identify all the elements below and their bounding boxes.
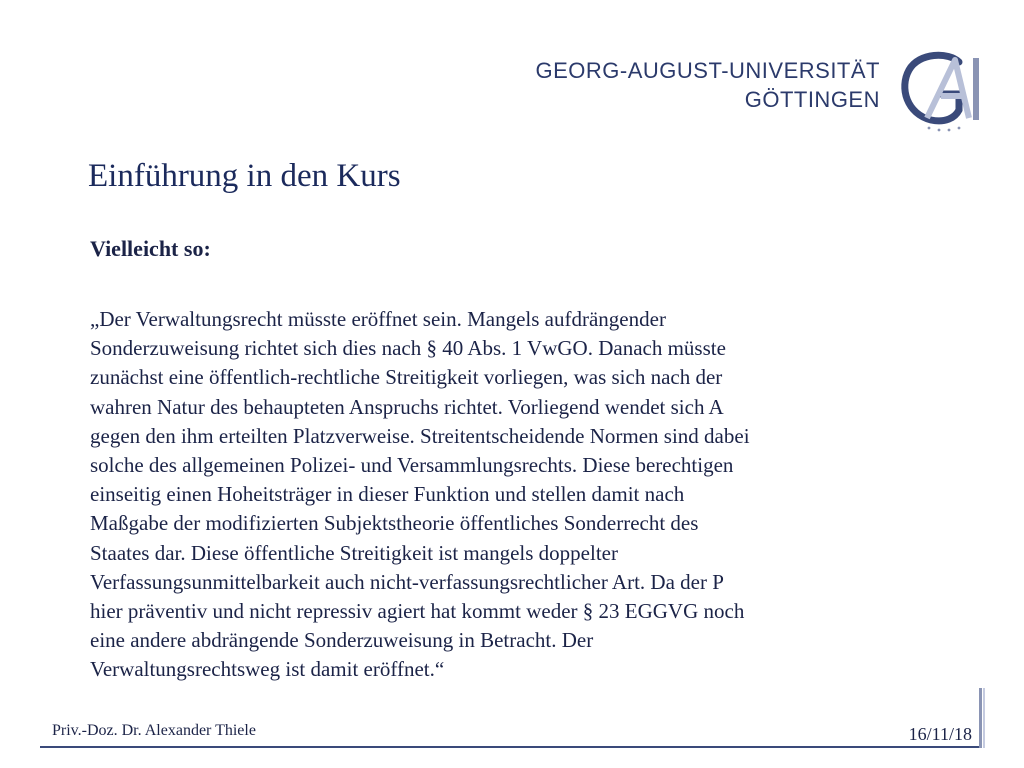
body-line: einseitig einen Hoheitsträger in dieser Funktion und stellen damit nach (90, 482, 685, 507)
university-seal-logo (897, 48, 989, 134)
body-line: solche des allgemeinen Polizei- und Versammlungsrechts. Diese berechtigen (90, 453, 734, 478)
university-name (536, 56, 880, 114)
footer-author: Priv.-Doz. Dr. Alexander Thiele (52, 722, 256, 739)
body-line: wahren Natur des behaupteten Anspruchs richtet. Vorliegend wendet sich A (90, 394, 724, 419)
footer-corner-bar-light (983, 688, 985, 748)
university-name-line2: GÖTTINGEN (744, 87, 880, 112)
body-line: zunächst eine öffentlich-rechtliche Streitigkeit vorliegen, was sich nach der (90, 365, 723, 390)
body-line: Maßgabe der modifizierten Subjektstheorie öffentliches Sonderrecht des (90, 511, 699, 536)
footer-divider (40, 746, 982, 748)
body-line: gegen den ihm erteilten Platzverweise. Streitentscheidende Normen sind dabei (90, 423, 750, 448)
body-line: Verfassungsunmittelbarkeit auch nicht-verfassungsrechtlicher Art. Da der P (90, 569, 724, 594)
university-name-line1: GEORG-AUGUST-UNIVERSITÄT (535, 58, 880, 83)
body-line: hier präventiv und nicht repressiv agiert hat kommt weder § 23 EGGVG noch (90, 599, 745, 624)
body-line: „Der Verwaltungsrecht müsste eröffnet sein. Mangels aufdrängender (90, 307, 666, 331)
body-line: Sonderzuweisung richtet sich dies nach § 40 Abs. 1 VwGO. Danach müsste (90, 336, 726, 361)
body-line: Verwaltungsrechtsweg ist damit eröffnet.“ (90, 657, 445, 682)
body-line: eine andere abdrängende Sonderzuweisung in Betracht. Der (90, 628, 594, 653)
footer-date: 16/11/18 (908, 724, 972, 744)
slide-subtitle: Vielleicht so: (90, 236, 211, 261)
footer-corner-bar (979, 688, 982, 748)
body-line: Staates dar. Diese öffentliche Streitigkeit ist mangels doppelter (90, 540, 618, 565)
slide-body (90, 305, 960, 685)
slide-title: Einführung in den Kurs (88, 158, 401, 194)
